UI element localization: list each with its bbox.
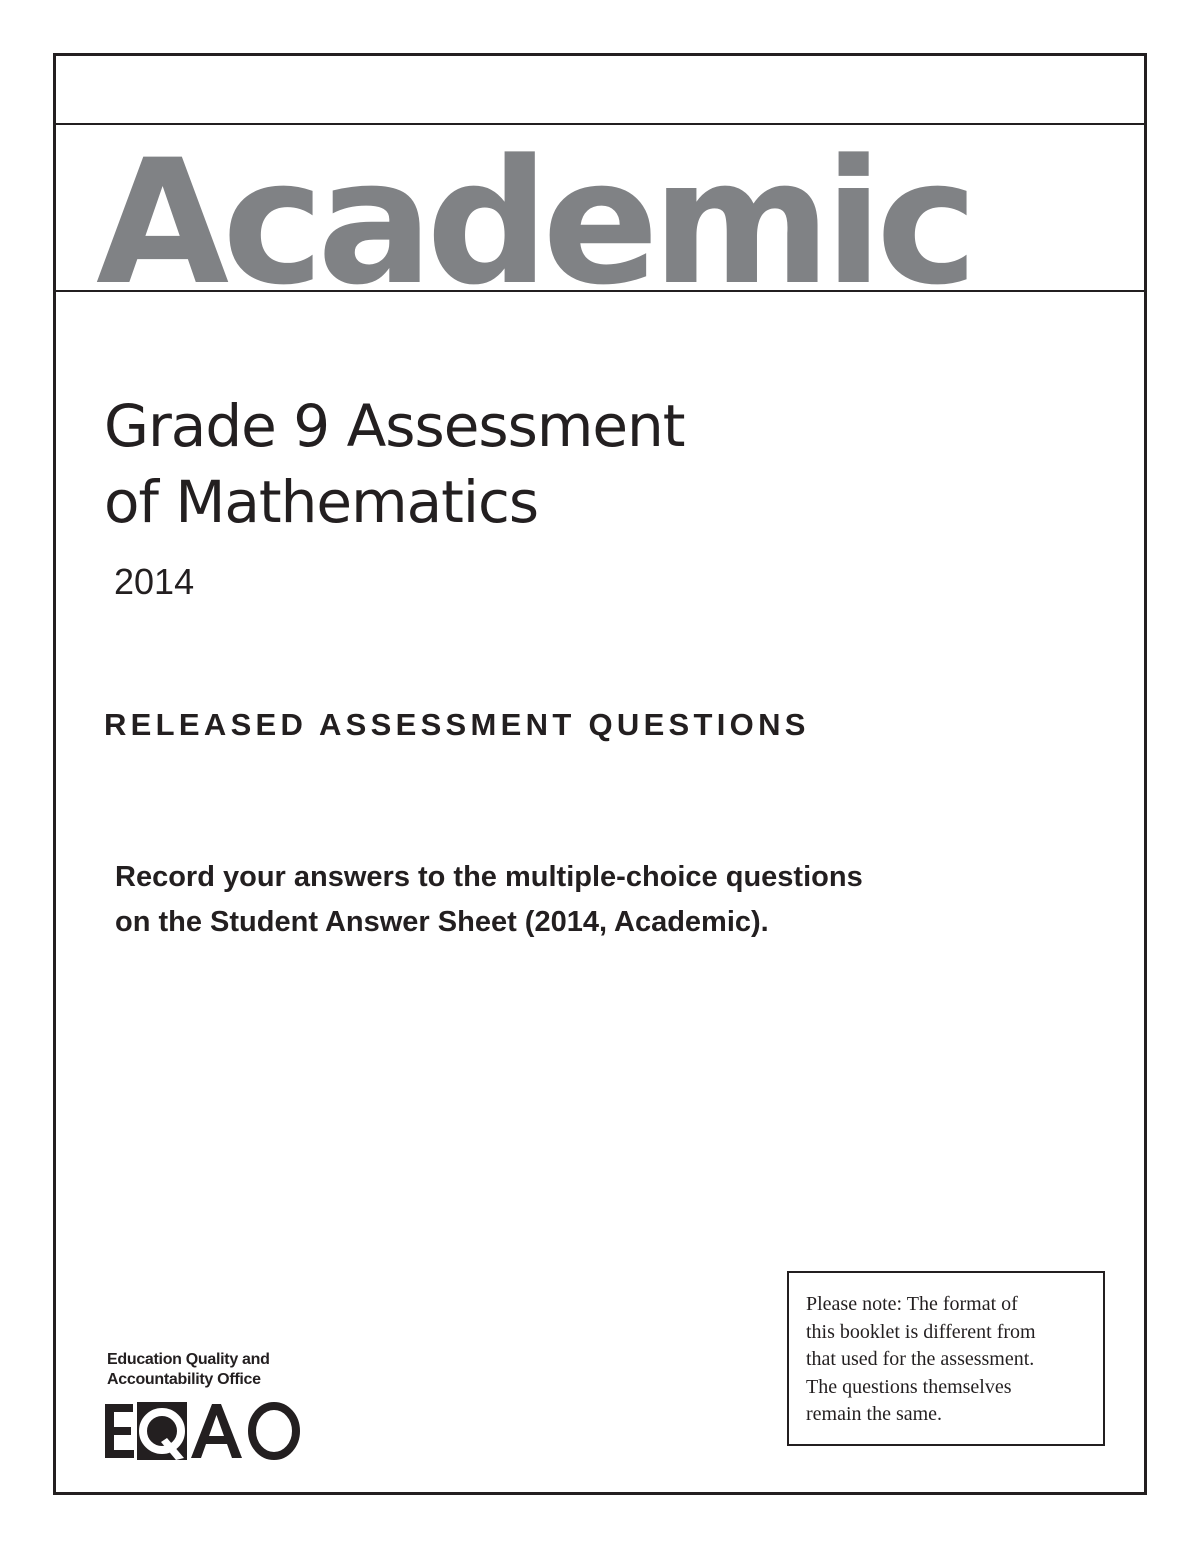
note-line-1: Please note: The format of [806, 1293, 1018, 1315]
instruction-line-1: Record your answers to the multiple-choice questions [115, 861, 863, 893]
assessment-year: 2014 [114, 561, 195, 602]
organization-name-line-1: Education Quality and [107, 1351, 270, 1368]
stream-title: Academic [96, 125, 972, 290]
note-line-5: remain the same. [806, 1403, 943, 1425]
eqao-logo-letter-a [191, 1404, 242, 1458]
assessment-heading [104, 388, 685, 540]
heading-line-2: of Mathematics [104, 468, 539, 536]
organization-name [107, 1350, 270, 1390]
title-bottom-rule [53, 290, 1147, 292]
note-line-4: The questions themselves [806, 1375, 1012, 1398]
eqao-logo [105, 1398, 305, 1464]
heading-line-1: Grade 9 Assessment [104, 392, 685, 460]
released-questions-subtitle: RELEASED ASSESSMENT QUESTIONS [104, 707, 810, 742]
eqao-logo-letter-e [105, 1404, 134, 1458]
title-band [56, 125, 1144, 290]
instruction-line-2: on the Student Answer Sheet (2014, Academic). [115, 906, 769, 938]
format-note-box [787, 1271, 1105, 1446]
format-note-text [806, 1291, 1089, 1429]
note-line-3: that used for the assessment. [806, 1348, 1035, 1370]
answer-instructions [115, 855, 863, 945]
eqao-logo-letter-o [252, 1406, 296, 1456]
note-line-2: this booklet is different from [806, 1320, 1036, 1343]
organization-name-line-2: Accountability Office [107, 1371, 261, 1388]
